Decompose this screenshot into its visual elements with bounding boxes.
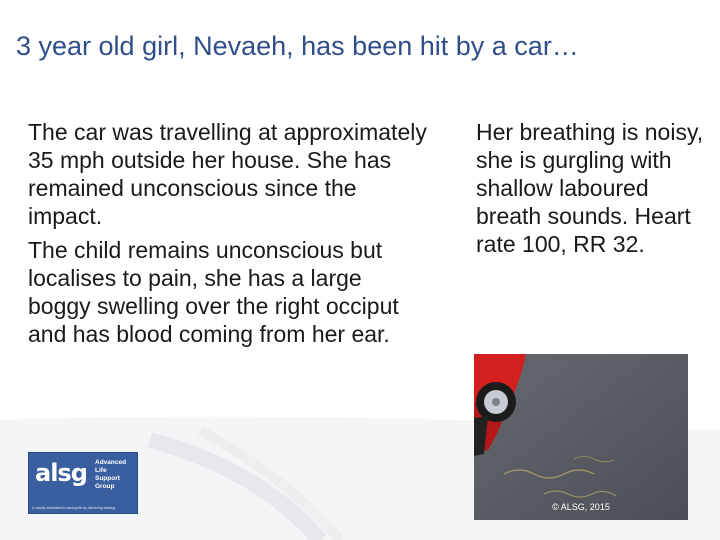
slide-title: 3 year old girl, Nevaeh, has been hit by a car… [16,31,579,61]
photo-copyright: © ALSG, 2015 [552,502,610,512]
logo-name-line: Advanced [95,459,127,466]
car-road-illustration [474,354,688,520]
right-text-column: Her breathing is noisy, she is gurgling with shallow laboured breath sounds. Heart rate 100, RR 32. [476,119,704,257]
car-accident-photo [474,354,688,520]
scenario-paragraph-2: The child remains unconscious but localises to pain, she has a large boggy swelling over the right occiput and has blood coming from her ear. [28,237,399,347]
logo-name-line: Life [95,467,107,474]
scenario-paragraph-1: The car was travelling at approximately 35 mph outside her house. She has remained unconscious since the impact. [28,119,427,229]
alsg-logo-tagline: A charity dedicated to saving life by delivering training [32,506,116,510]
alsg-logo-name [95,459,137,491]
alsg-logo-mark: alsg [35,459,87,487]
left-text-column [28,118,428,354]
alsg-logo [28,452,138,514]
logo-name-line: Support [95,475,120,482]
logo-name-line: Group [95,483,115,490]
